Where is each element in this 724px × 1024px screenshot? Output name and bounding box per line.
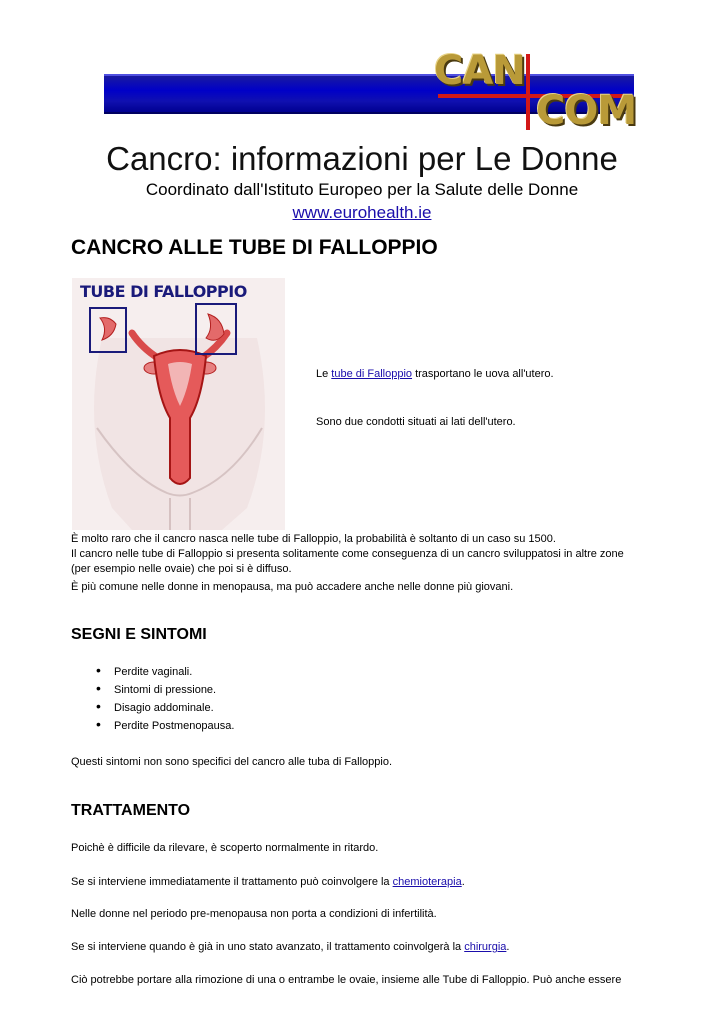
logo-text-can: CAN [434,48,525,94]
treatment-p4-pre: Se si interviene quando è già in uno stato avanzato, il trattamento coinvolgerà la [71,941,465,953]
treatment-p4-post: . [506,941,510,953]
side-text-1 [316,368,554,380]
page-subtitle: Coordinato dall'Istituto Europeo per la Salute delle Donne [145,180,579,199]
side-text-2: Sono due condotti situati ai lati dell'utero. [316,416,516,428]
website-link[interactable]: www.eurohealth.ie [292,203,432,222]
list-item: • Disagio addominale. [96,699,234,717]
body-line-2: Il cancro nelle tube di Falloppio si presenta solitamente come conseguenza di un cancro sviluppatosi in altre zone [71,548,624,560]
side-text-1-pre: Le [316,368,332,380]
link-chemioterapia[interactable]: chemioterapia [392,876,462,888]
symptoms-list [96,663,234,735]
treatment-p1: Poichè è difficile da rilevare, è scoperto normalmente in ritardo. [71,842,379,854]
treatment-p2-pre: Se si interviene immediatamente il trattamento può coinvolgere la [71,876,393,888]
symptoms-note: Questi sintomi non sono specifici del cancro alle tuba di Falloppio. [71,756,393,768]
list-item: • Sintomi di pressione. [96,681,234,699]
side-text-1-post: trasportano le uova all'utero. [412,368,554,380]
body-line-3: (per esempio nelle ovaie) che poi si è diffuso. [71,563,292,575]
treatment-p3: Nelle donne nel periodo pre-menopausa non porta a condizioni di infertilità. [71,908,437,920]
cancom-logo [426,48,637,134]
uterus-diagram-icon [72,278,285,530]
treatment-p4 [71,940,691,955]
section-heading-cancro: CANCRO ALLE TUBE DI FALLOPPIO [71,236,438,259]
header-banner [104,48,644,134]
treatment-p2-post: . [461,876,465,888]
list-item: • Perdite vaginali. [96,663,234,681]
section-heading-segni: SEGNI E SINTOMI [71,626,207,643]
body-line-4: È più comune nelle donne in menopausa, ma può accadere anche nelle donne più giovani. [71,581,514,593]
section-heading-trattamento: TRATTAMENTO [71,802,191,819]
figure-title: TUBE DI FALLOPPIO [80,282,247,301]
link-tube-di-falloppio[interactable]: tube di Falloppio [331,368,413,380]
treatment-p5: Ciò potrebbe portare alla rimozione di una o entrambe le ovaie, insieme alle Tube di Falloppio. Può anche essere [71,974,622,986]
link-chirurgia[interactable]: chirurgia [464,941,507,953]
fallopian-tube-illustration [72,278,285,530]
list-item: • Perdite Postmenopausa. [96,717,234,735]
body-line-1: È molto raro che il cancro nasca nelle tube di Falloppio, la probabilità è soltanto di un caso su 1500. [71,533,556,545]
treatment-p2 [71,875,691,890]
logo-cross-vertical [526,54,530,130]
page-title: Cancro: informazioni per Le Donne [106,140,618,177]
logo-text-com: COM [536,88,637,134]
